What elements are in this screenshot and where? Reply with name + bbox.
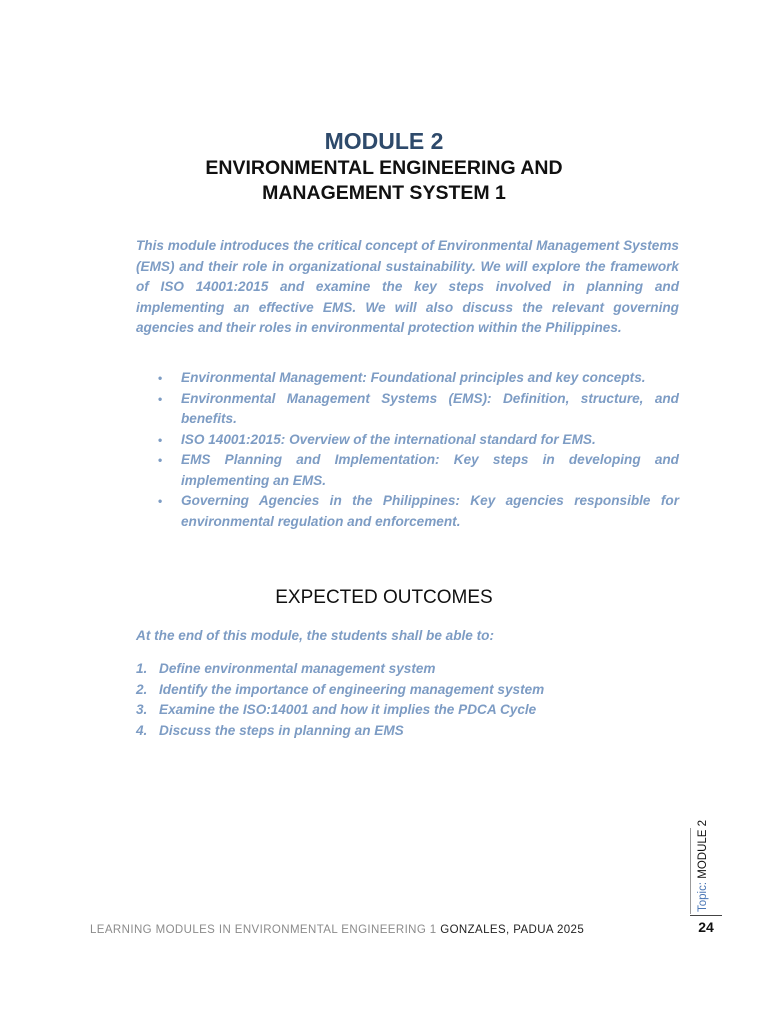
bullet-icon: •: [158, 432, 163, 447]
topic-list: [136, 368, 679, 532]
outcome-text: Discuss the steps in planning an EMS: [159, 722, 404, 738]
topic-item: [136, 450, 679, 491]
subtitle-line-1: ENVIRONMENTAL ENGINEERING AND: [205, 157, 563, 179]
outcome-number: 2.: [136, 681, 148, 697]
bullet-icon: •: [158, 494, 163, 508]
outcomes-list: [136, 659, 679, 741]
page-number-rule: [690, 915, 722, 916]
topic-item: [136, 491, 679, 532]
outcome-text: Define environmental management system: [159, 661, 436, 676]
outcome-number: 1.: [136, 661, 148, 676]
outcome-item: [136, 700, 679, 721]
footer-authors: GONZALES, PADUA 2025: [440, 924, 585, 936]
topic-item: [136, 368, 679, 389]
outcome-item: [136, 721, 679, 742]
bullet-icon: •: [158, 453, 163, 467]
outcome-item: [136, 680, 679, 701]
footer: [90, 924, 584, 936]
page-number: 24: [698, 919, 714, 935]
intro-paragraph: This module introduces the critical concept of Environmental Management Systems (EMS) and their role in organizational sustainability. We will explore the framework of ISO 14001:2015 and examine the key steps involved in planning and implementing an effective EMS. We will also discuss the relevant governing agencies and their roles in environmental protection within the Philippines.: [136, 238, 679, 335]
topic-text: Governing Agencies in the Philippines: Key agencies responsible for environmental regulation and enforcement.: [181, 493, 679, 529]
module-title: MODULE 2: [324, 128, 444, 154]
topic-text: Environmental Management: Foundational principles and key concepts.: [181, 370, 646, 385]
topic-text: ISO 14001:2015: Overview of the international standard for EMS.: [181, 431, 596, 447]
outcome-item: [136, 659, 679, 680]
outcome-text: Identify the importance of engineering management system: [159, 681, 545, 697]
outcomes-lead: At the end of this module, the students shall be able to:: [136, 628, 494, 643]
topic-label: Topic:: [697, 881, 709, 912]
topic-sidebar: [696, 820, 710, 912]
topic-text: Environmental Management Systems (EMS): Definition, structure, and benefits.: [181, 390, 679, 426]
topic-item: [136, 389, 679, 430]
topic-item: [136, 430, 679, 451]
module-subtitle: [0, 156, 768, 206]
outcome-text: Examine the ISO:14001 and how it implies the PDCA Cycle: [159, 702, 537, 717]
subtitle-line-2: MANAGEMENT SYSTEM 1: [262, 182, 506, 204]
topic-text: EMS Planning and Implementation: Key steps in developing and implementing an EMS.: [181, 452, 679, 488]
outcome-number: 3.: [136, 702, 148, 717]
bullet-icon: •: [158, 371, 163, 385]
side-divider: [690, 828, 691, 914]
topic-value: MODULE 2: [697, 819, 709, 879]
outcomes-heading: EXPECTED OUTCOMES: [275, 587, 493, 608]
footer-title: LEARNING MODULES IN ENVIRONMENTAL ENGINEERING 1: [90, 924, 437, 936]
outcome-number: 4.: [136, 722, 148, 738]
bullet-icon: •: [158, 391, 163, 406]
